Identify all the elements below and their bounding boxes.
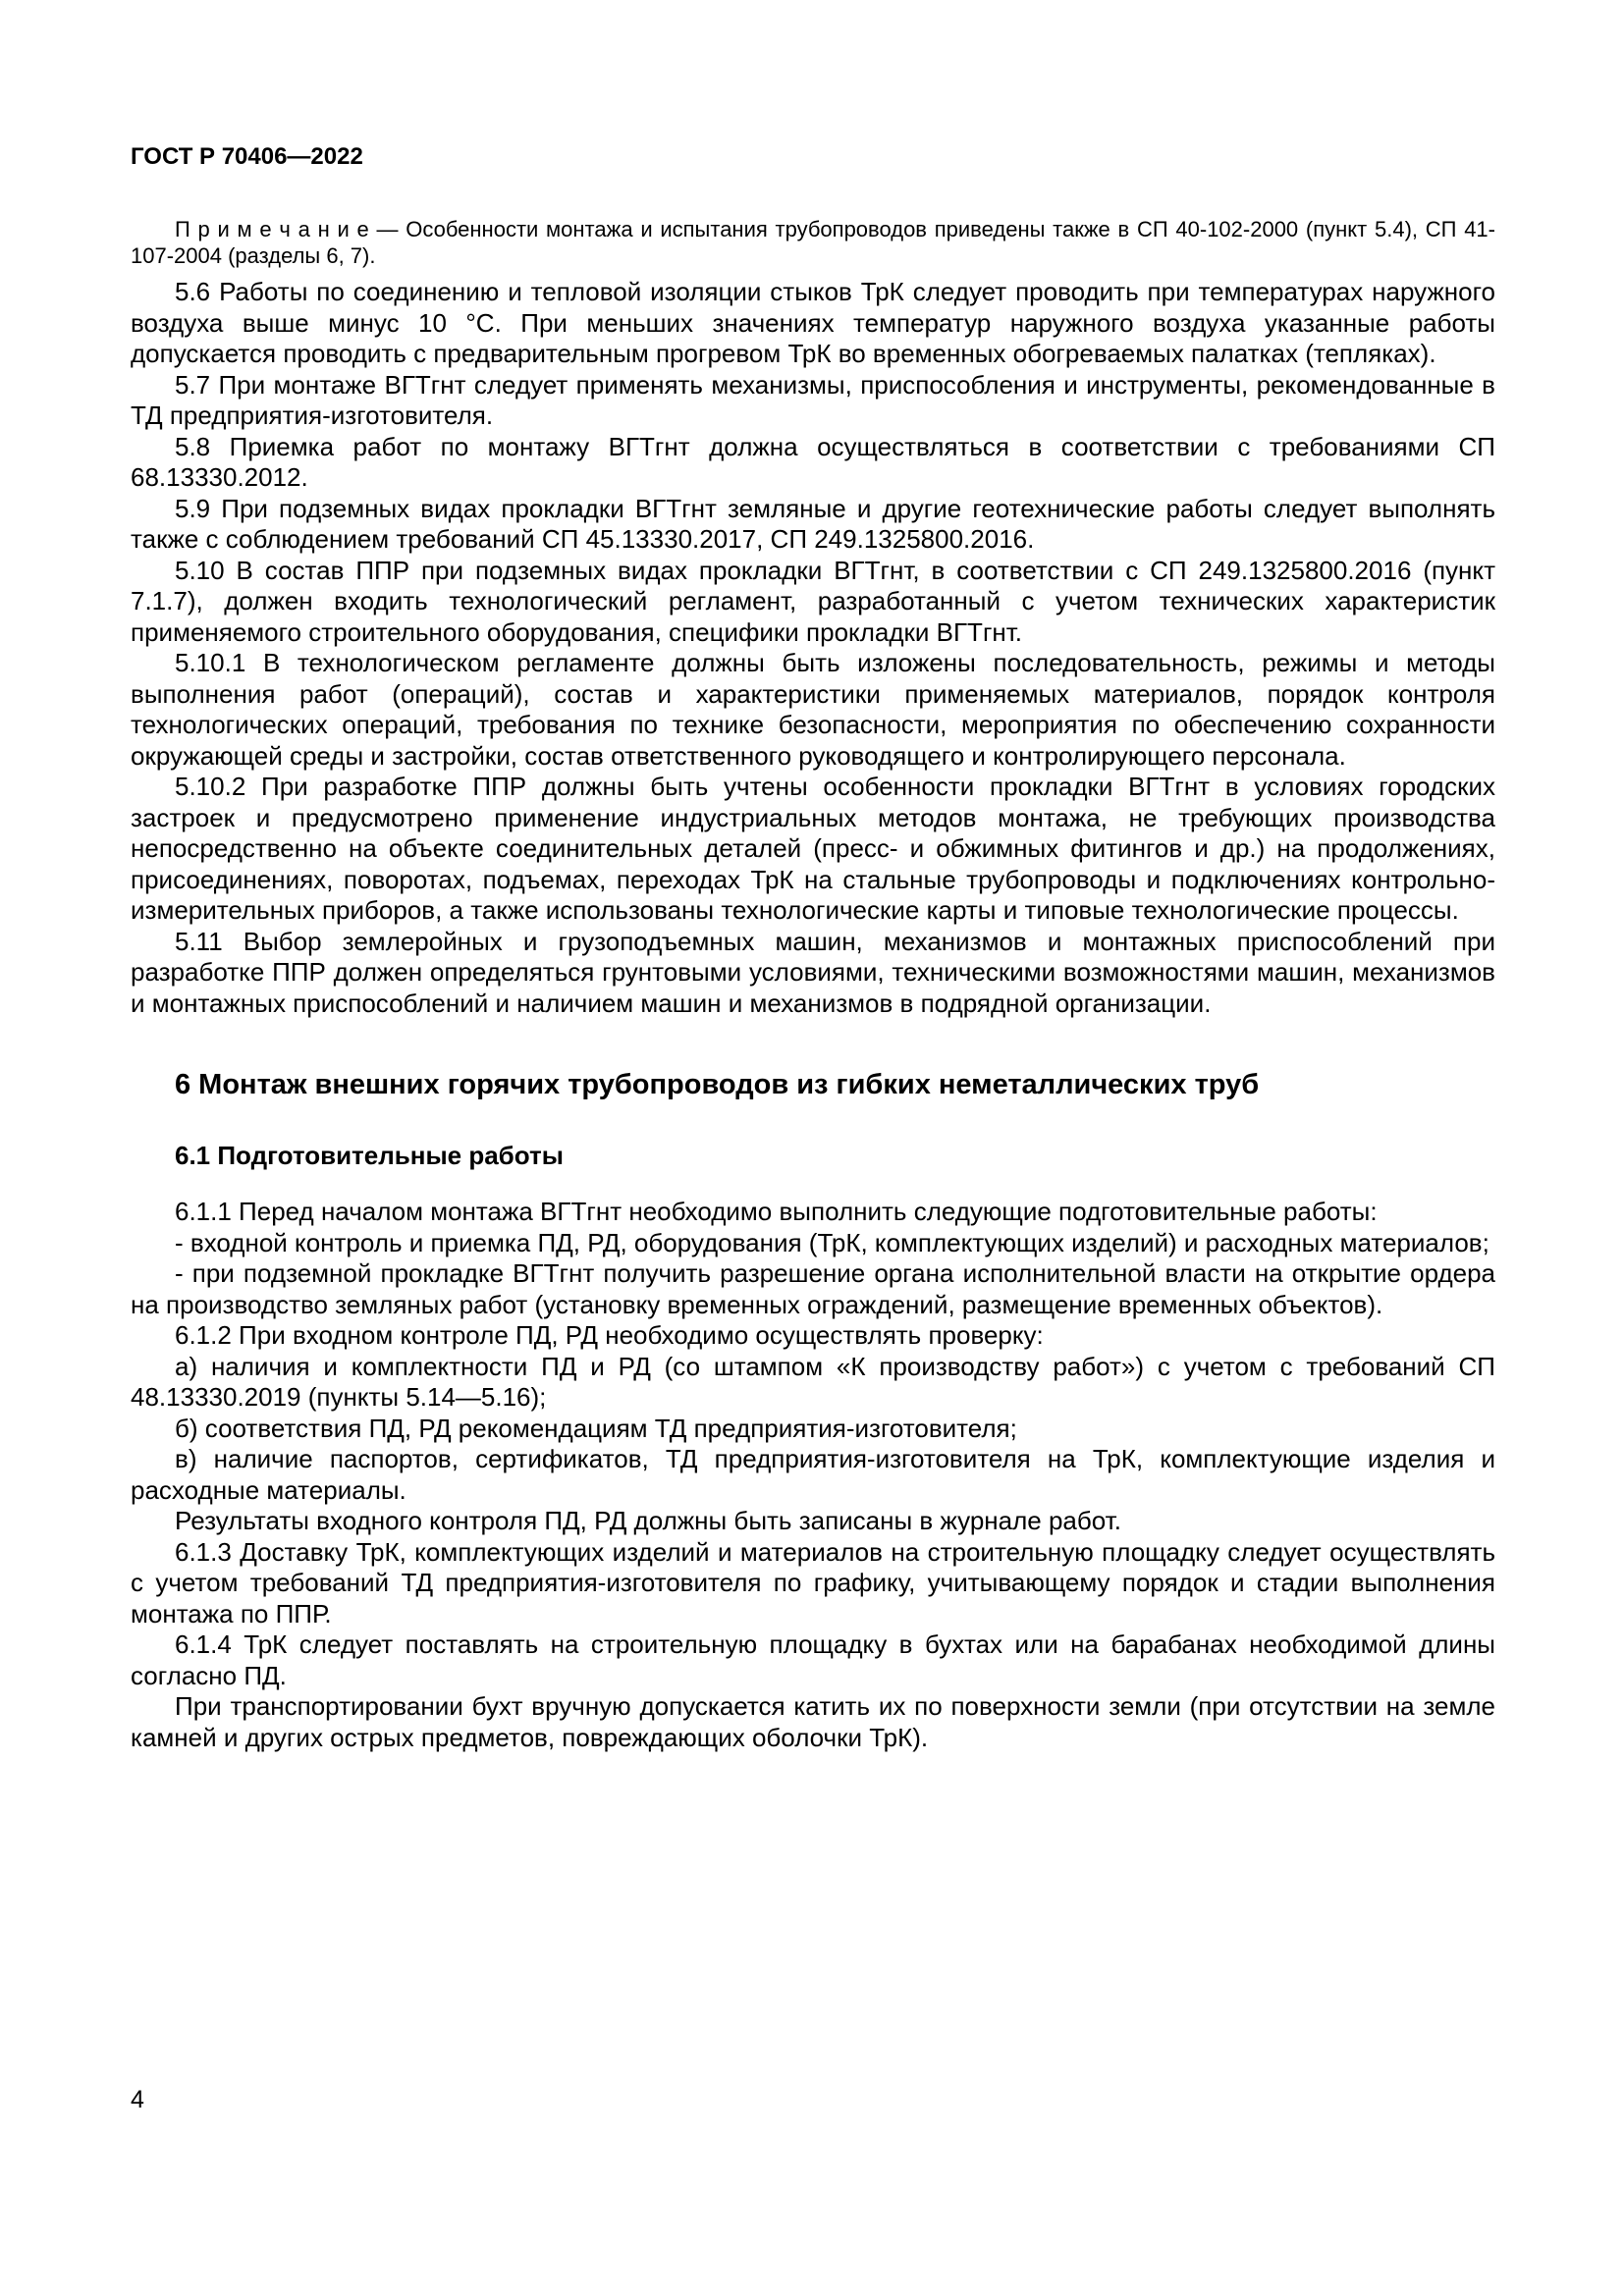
- paragraph-results: Результаты входного контроля ПД, РД должны быть записаны в журнале работ.: [175, 1506, 1121, 1535]
- paragraph-6-1-3: 6.1.3 Доставку ТрК, комплектующих изделий и материалов на строительную площадку следует осуществлять с учетом требований ТД предприятия-изготовителя по графику, учитывающему порядок и стадии выполнения монтажа по ППР.: [131, 1536, 1495, 1629]
- doc-number-header: ГОСТ Р 70406—2022: [131, 143, 363, 170]
- section-6-title: 6 Монтаж внешних горячих трубопроводов из гибких неметаллических труб: [175, 1069, 1260, 1100]
- list-item-b: б) соответствия ПД, РД рекомендациям ТД предприятия-изготовителя;: [175, 1413, 1017, 1443]
- list-item-v: в) наличие паспортов, сертификатов, ТД предприятия-изготовителя на ТрК, комплектующие изделия и расходные материалы.: [131, 1444, 1495, 1505]
- note-paragraph: П р и м е ч а н и е — Особенности монтажа и испытания трубопроводов приведены также в СП 40-102-2000 (пункт 5.4), СП 41-107-2004 (разделы 6, 7).: [131, 217, 1495, 268]
- paragraph-5-10: 5.10 В состав ППР при подземных видах прокладки ВГТгнт, в соответствии с СП 249.1325800.2016 (пункт 7.1.7), должен входить технологический регламент, разработанный с учетом технических характеристик применяемого строительного оборудования, специфики прокладки ВГТгнт.: [131, 555, 1495, 647]
- paragraph-transport: При транспортировании бухт вручную допускается катить их по поверхности земли (при отсутствии на земле камней и других острых предметов, повреждающих оболочки ТрК).: [131, 1691, 1495, 1752]
- page-number: 4: [131, 2086, 144, 2113]
- list-item-input-control: - входной контроль и приемка ПД, РД, оборудования (ТрК, комплектующих изделий) и расходных материалов;: [175, 1227, 1489, 1257]
- paragraph-5-8: 5.8 Приемка работ по монтажу ВГТгнт должна осуществляться в соответствии с требованиями СП 68.13330.2012.: [131, 431, 1495, 492]
- list-item-a: а) наличия и комплектности ПД и РД (со штампом «К производству работ») с учетом с требований СП 48.13330.2019 (пункты 5.14—5.16);: [131, 1351, 1495, 1412]
- paragraph-6-1-4: 6.1.4 ТрК следует поставлять на строительную площадку в бухтах или на барабанах необходимой длины согласно ПД.: [131, 1629, 1495, 1690]
- list-item-permit: - при подземной прокладке ВГТгнт получить разрешение органа исполнительной власти на открытие ордера на производство земляных работ (установку временных ограждений, размещение временных объектов).: [131, 1258, 1495, 1319]
- paragraph-5-11: 5.11 Выбор землеройных и грузоподъемных машин, механизмов и монтажных приспособлений при разработке ППР должен определяться грунтовыми условиями, техническими возможностями машин, механизмов и монтажных приспособлений и наличием машин и механизмов в подрядной организации.: [131, 926, 1495, 1018]
- paragraph-5-10-2: 5.10.2 При разработке ППР должны быть учтены особенности прокладки ВГТгнт в условиях городских застроек и предусмотрено применение индустриальных методов монтажа, не требующих производства непосредственно на объекте соединительных деталей (пресс- и обжимных фитингов и др.) на продолжениях, присоединениях, поворотах, подъемах, переходах ТрК на стальные трубопроводы и подключениях контрольно-измерительных приборов, а также использованы технологические карты и типовые технологические процессы.: [131, 772, 1495, 925]
- paragraph-6-1-2: 6.1.2 При входном контроле ПД, РД необходимо осуществлять проверку:: [175, 1320, 1044, 1350]
- paragraph-5-6: 5.6 Работы по соединению и тепловой изоляции стыков ТрК следует проводить при температурах наружного воздуха выше минус 10 °С. При меньших значениях температур наружного воздуха указанные работы допускается проводить с предварительным прогревом ТрК во временных обогреваемых палатках (тепляках).: [131, 277, 1495, 368]
- paragraph-6-1-1: 6.1.1 Перед началом монтажа ВГТгнт необходимо выполнить следующие подготовительные работы:: [175, 1197, 1378, 1226]
- paragraph-5-7: 5.7 При монтаже ВГТгнт следует применять механизмы, приспособления и инструменты, рекомендованные в ТД предприятия-изготовителя.: [131, 369, 1495, 430]
- paragraph-5-10-1: 5.10.1 В технологическом регламенте должны быть изложены последовательность, режимы и методы выполнения работ (операций), состав и характеристики применяемых материалов, порядок контроля технологических операций, требования по технике безопасности, мероприятия по обеспечению сохранности окружающей среды и застройки, состав ответственного руководящего и контролирующего персонала.: [131, 648, 1495, 771]
- subsection-6-1-title: 6.1 Подготовительные работы: [175, 1141, 564, 1170]
- paragraph-5-9: 5.9 При подземных видах прокладки ВГТгнт земляные и другие геотехнические работы следует выполнять также с соблюдением требований СП 45.13330.2017, СП 249.1325800.2016.: [131, 493, 1495, 554]
